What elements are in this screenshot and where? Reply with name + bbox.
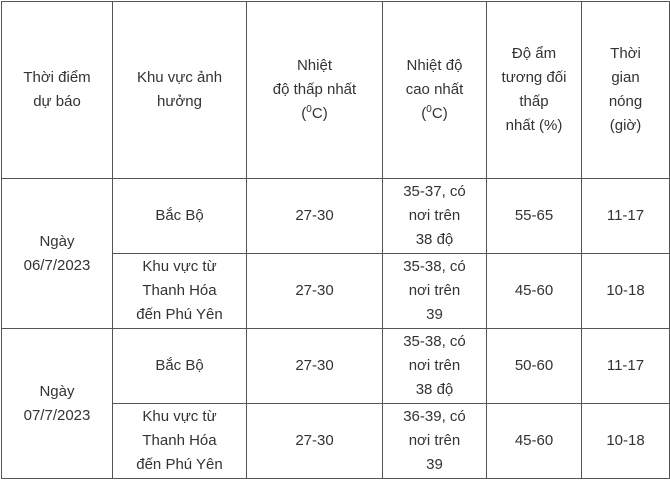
table-row (2, 179, 670, 254)
header-max-temp: Nhiệt độ cao nhất ($^0$C) (383, 2, 487, 179)
date-cell: Ngày 07/7/2023 (2, 329, 113, 479)
header-time: Thời điểm dự báo (2, 2, 113, 179)
humidity-cell: 45-60 (487, 404, 582, 479)
max-temp-cell: 35-37, có nơi trên 38 độ (383, 179, 487, 254)
header-hot-time: Thời gian nóng (giờ) (582, 2, 670, 179)
hot-time-cell: 10-18 (582, 404, 670, 479)
hot-time-cell: 10-18 (582, 254, 670, 329)
max-temp-cell: 35-38, có nơi trên 38 độ (383, 329, 487, 404)
min-temp-cell: 27-30 (247, 404, 383, 479)
humidity-cell: 50-60 (487, 329, 582, 404)
min-temp-cell: 27-30 (247, 329, 383, 404)
humidity-cell: 55-65 (487, 179, 582, 254)
area-cell: Khu vực từ Thanh Hóa đến Phú Yên (113, 404, 247, 479)
min-temp-cell: 27-30 (247, 179, 383, 254)
hot-time-cell: 11-17 (582, 179, 670, 254)
date-cell: Ngày 06/7/2023 (2, 179, 113, 329)
forecast-table (1, 1, 670, 479)
humidity-cell: 45-60 (487, 254, 582, 329)
max-temp-cell: 35-38, có nơi trên 39 (383, 254, 487, 329)
header-min-temp: Nhiệt độ thấp nhất ($^0$C) (247, 2, 383, 179)
area-cell: Khu vực từ Thanh Hóa đến Phú Yên (113, 254, 247, 329)
max-temp-cell: 36-39, có nơi trên 39 (383, 404, 487, 479)
min-temp-cell: 27-30 (247, 254, 383, 329)
header-row (2, 2, 670, 179)
table-row (2, 329, 670, 404)
area-cell: Bắc Bộ (113, 179, 247, 254)
area-cell: Bắc Bộ (113, 329, 247, 404)
header-area: Khu vực ảnh hưởng (113, 2, 247, 179)
header-humidity: Độ ẩm tương đối thấp nhất (%) (487, 2, 582, 179)
hot-time-cell: 11-17 (582, 329, 670, 404)
